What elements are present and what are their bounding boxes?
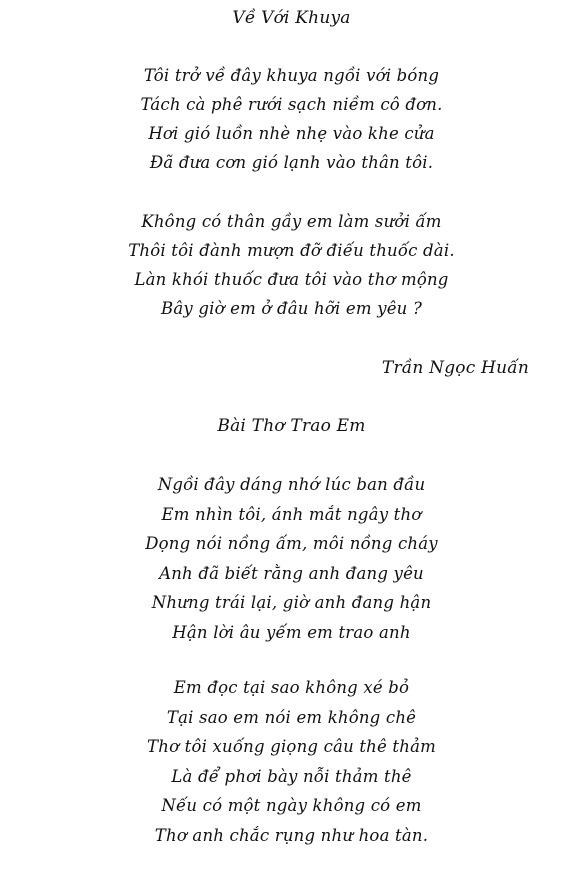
poem-line: Anh đã biết rằng anh đang yêu bbox=[159, 563, 424, 583]
poem-line: Không có thân gầy em làm sưởi ấm bbox=[141, 212, 442, 231]
poem2-stanza-1 bbox=[0, 470, 583, 647]
poem-line: Hận lời âu yếm em trao anh bbox=[172, 622, 411, 642]
poem-line: Làn khói thuốc đưa tôi vào thơ mộng bbox=[134, 270, 449, 289]
poem2-title: Bài Thơ Trao Em bbox=[217, 416, 366, 436]
poem-line: Ngồi đây dáng nhớ lúc ban đầu bbox=[157, 475, 426, 494]
poem-line: Hơi gió luồn nhè nhẹ vào khe cửa bbox=[148, 124, 435, 143]
poem-line: Là để phơi bày nỗi thảm thê bbox=[171, 766, 412, 786]
poem-line: Tại sao em nói em không chê bbox=[166, 707, 417, 727]
poem-line: Thơ tôi xuống giọng câu thê thảm bbox=[147, 737, 436, 756]
poem-line: Em nhìn tôi, ánh mắt ngây thơ bbox=[161, 504, 422, 524]
poem-line: Nhưng trái lại, giờ anh đang hận bbox=[151, 593, 432, 612]
poem1-stanza-1 bbox=[0, 61, 583, 177]
poem-line: Tôi trở về đây khuya ngồi với bóng bbox=[143, 66, 440, 85]
poem-line: Bây giờ em ở đâu hỡi em yêu ? bbox=[161, 299, 422, 318]
poem-line: Tách cà phê rưới sạch niềm cô đơn. bbox=[140, 95, 443, 114]
poem-line: Thơ anh chắc rụng như hoa tàn. bbox=[154, 825, 429, 845]
poem-line: Em đọc tại sao không xé bỏ bbox=[173, 678, 410, 697]
poem-line: Dọng nói nồng ấm, môi nồng cháy bbox=[145, 534, 438, 553]
poem1-title: Về Với Khuya bbox=[232, 8, 351, 28]
poem-line: Đã đưa cơn gió lạnh vào thân tôi. bbox=[149, 153, 434, 172]
poem-line: Nếu có một ngày không có em bbox=[161, 796, 422, 815]
poem-line: Thôi tôi đành mượn đỡ điếu thuốc dài. bbox=[128, 241, 455, 260]
poem1-stanza-2 bbox=[0, 207, 583, 323]
poem2-stanza-2 bbox=[0, 673, 583, 850]
poem1-author: Trần Ngọc Huấn bbox=[381, 358, 529, 378]
